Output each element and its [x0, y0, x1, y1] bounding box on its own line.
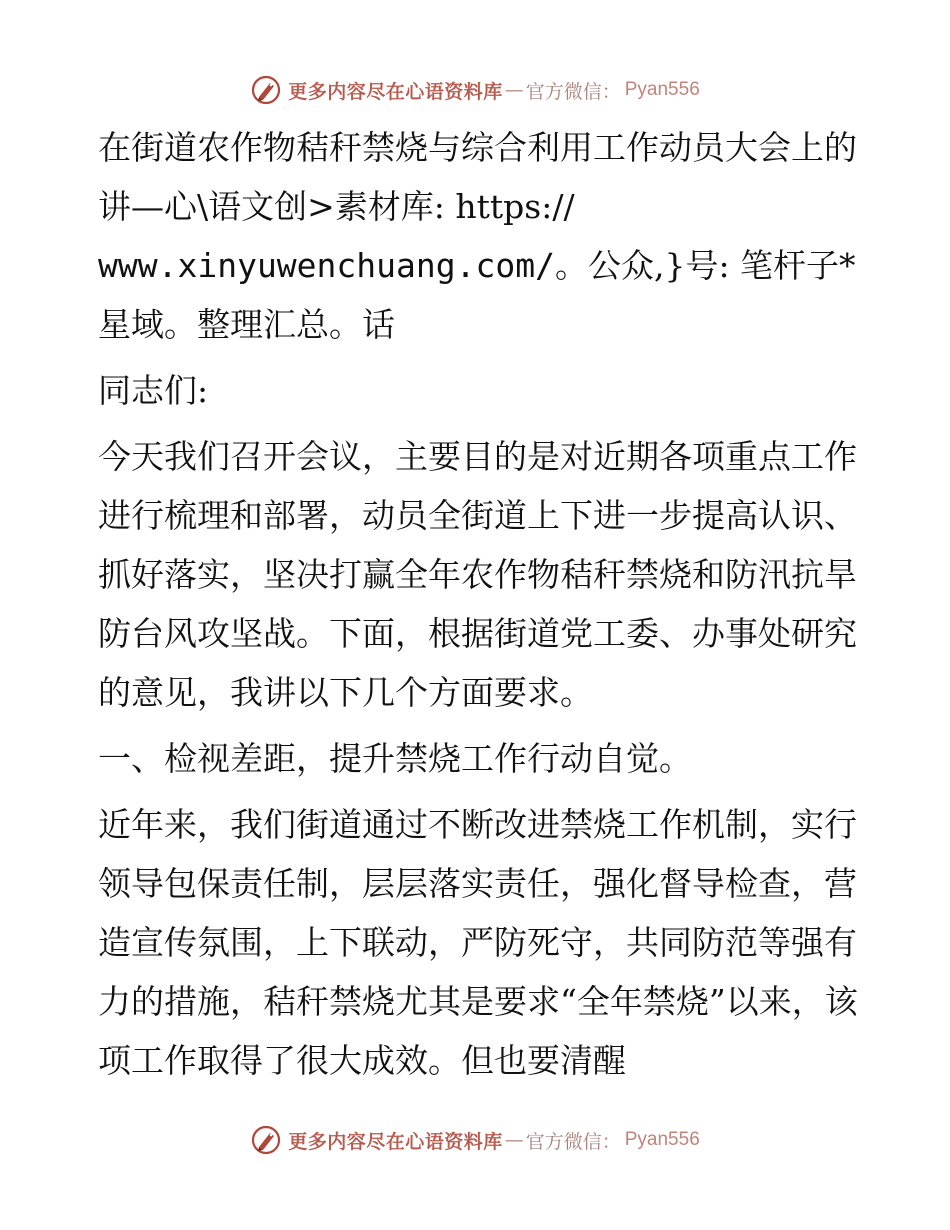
watermark-wechat-label: 官方微信：	[525, 1130, 621, 1153]
watermark-wechat-label: 官方微信：	[525, 80, 621, 103]
watermark-wechat-id: Pyan556	[624, 1129, 700, 1150]
watermark-header	[0, 70, 950, 110]
watermark-separator: —	[504, 1129, 524, 1151]
watermark-separator: —	[504, 79, 524, 101]
document-title	[98, 118, 858, 354]
title-part-1: 在街道农作物秸秆禁烧与综合利用工作动员大会上的讲—心\语文创>素材库: https://	[98, 128, 857, 226]
watermark-footer	[0, 1120, 950, 1160]
watermark-brand: 更多内容尽在心语资料库	[288, 80, 503, 103]
salutation: 同志们:	[98, 371, 209, 410]
watermark-brand: 更多内容尽在心语资料库	[288, 1130, 503, 1153]
section-heading-1: 一、检视差距，提升禁烧工作行动自觉。	[98, 739, 692, 778]
document-body	[98, 118, 858, 1090]
title-part-3: 。公众,}号: 笔杆子*星域。整理汇总。话	[98, 246, 856, 344]
paragraph-body: 近年来，我们街道通过不断改进禁烧工作机制，实行领导包保责任制，层层落实责任，强化督导检查，营造宣传氛围，上下联动，严防死守，共同防范等强有力的措施，秸秆禁烧尤其是要求“全年禁烧”以来，该项工作取得了很大成效。但也要清醒	[98, 805, 858, 1080]
pen-logo-icon	[250, 74, 282, 106]
pen-logo-icon	[250, 1124, 282, 1156]
paragraph-intro: 今天我们召开会议，主要目的是对近期各项重点工作进行梳理和部署，动员全街道上下进一步提高认识、抓好落实，坚决打赢全年农作物秸秆禁烧和防汛抗旱防台风攻坚战。下面，根据街道党工委、办事处研究的意见，我讲以下几个方面要求。	[98, 437, 857, 712]
watermark-wechat-id: Pyan556	[624, 79, 700, 100]
title-url: www.xinyuwenchuang.com/	[98, 246, 555, 285]
